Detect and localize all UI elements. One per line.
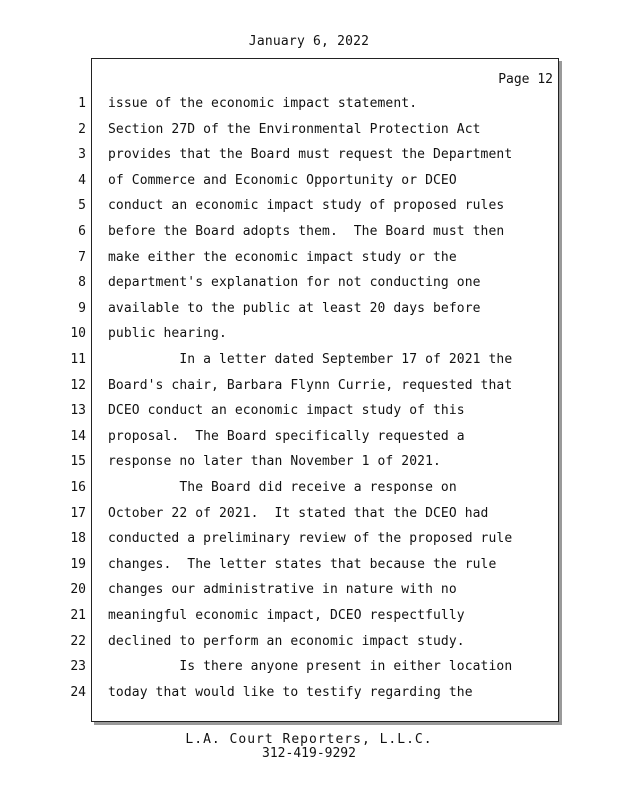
line-text: issue of the economic impact statement. xyxy=(108,96,418,111)
line-number: 17 xyxy=(70,505,86,521)
line-text: proposal. The Board specifically requested a xyxy=(108,428,465,444)
line-text: conduct an economic impact study of proposed rules xyxy=(108,198,505,214)
line-text: of Commerce and Economic Opportunity or DCEO xyxy=(108,172,457,188)
line-text: DCEO conduct an economic impact study of this xyxy=(108,403,465,419)
line-number: 4 xyxy=(78,172,86,188)
line-number: 10 xyxy=(70,326,86,342)
line-number: 22 xyxy=(70,633,86,649)
page-number: Page 12 xyxy=(498,72,553,87)
line-text: make either the economic impact study or the xyxy=(108,249,457,265)
line-number: 7 xyxy=(78,249,86,265)
line-number: 13 xyxy=(70,403,86,419)
line-number: 2 xyxy=(78,121,86,137)
line-text: meaningful economic impact, DCEO respectfully xyxy=(108,608,465,623)
line-number: 1 xyxy=(78,96,86,111)
line-number: 24 xyxy=(70,684,86,700)
line-text: Section 27D of the Environmental Protection Act xyxy=(108,121,481,137)
line-text: Board's chair, Barbara Flynn Currie, requested that xyxy=(108,377,513,393)
line-number: 11 xyxy=(70,352,86,367)
line-text: changes. The letter states that because the rule xyxy=(108,556,497,572)
line-text: today that would like to testify regarding the xyxy=(108,684,473,700)
line-number: 5 xyxy=(78,198,86,214)
line-number: 18 xyxy=(70,531,86,547)
line-text: declined to perform an economic impact study. xyxy=(108,633,465,649)
line-text: response no later than November 1 of 2021. xyxy=(108,454,441,470)
footer-phone: 312-419-9292 xyxy=(262,746,356,761)
line-number: 21 xyxy=(70,608,86,623)
line-text: changes our administrative in nature with no xyxy=(108,582,457,598)
line-text: Is there anyone present in either location xyxy=(108,659,513,675)
footer-firm-name: L.A. Court Reporters, L.L.C. xyxy=(185,732,433,747)
line-text: In a letter dated September 17 of 2021 the xyxy=(108,352,513,367)
line-number: 20 xyxy=(70,582,86,598)
header-date: January 6, 2022 xyxy=(248,34,370,49)
line-text: provides that the Board must request the Department xyxy=(108,147,513,163)
line-number: 15 xyxy=(70,454,86,470)
line-text: October 22 of 2021. It stated that the DCEO had xyxy=(108,505,489,521)
line-text: conducted a preliminary review of the proposed rule xyxy=(108,531,513,547)
transcript-page xyxy=(70,58,559,722)
line-number: 3 xyxy=(78,147,86,163)
line-text: The Board did receive a response on xyxy=(108,480,457,495)
line-number: 16 xyxy=(70,480,86,495)
line-text: public hearing. xyxy=(108,326,227,342)
line-number: 12 xyxy=(70,377,86,393)
line-text: before the Board adopts them. The Board must then xyxy=(108,224,505,239)
line-number: 19 xyxy=(70,556,86,572)
line-number: 8 xyxy=(78,275,86,291)
line-number: 9 xyxy=(78,300,86,316)
line-number: 14 xyxy=(70,428,86,444)
line-text: department's explanation for not conducting one xyxy=(108,275,481,291)
line-number: 6 xyxy=(78,224,86,239)
line-text: available to the public at least 20 days before xyxy=(108,300,481,316)
line-number: 23 xyxy=(70,659,86,675)
